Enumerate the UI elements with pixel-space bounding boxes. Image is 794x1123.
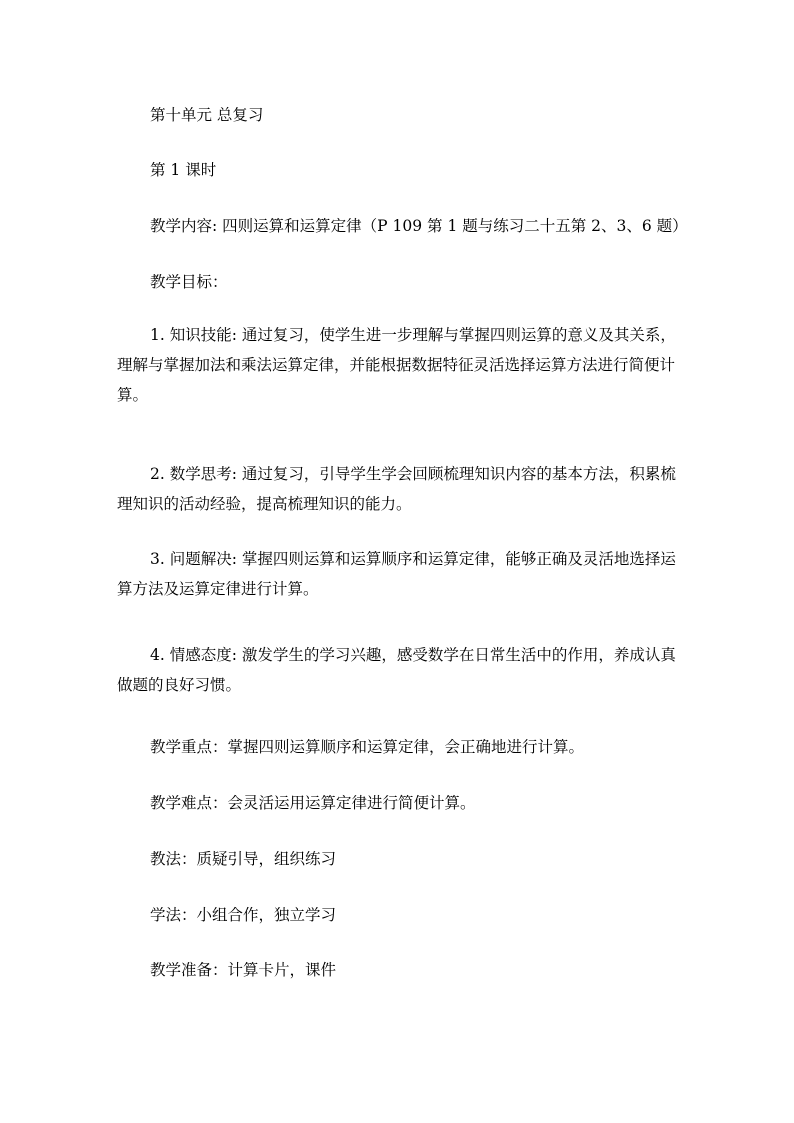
objective-item: 3. 问题解决: 掌握四则运算和运算顺序和运算定律，能够正确及灵活地选择运算方法及运算定律进行计算。	[117, 550, 676, 598]
lesson-label: 第 1 课时	[150, 161, 217, 179]
objective-item: 4. 情感态度: 激发学生的学习兴趣，感受数学在日常生活中的作用，养成认真做题的良好习惯。	[117, 646, 676, 694]
learning-method: 学法：小组合作，独立学习	[150, 906, 337, 924]
teaching-preparation: 教学准备：计算卡片，课件	[150, 961, 337, 979]
teaching-method: 教法：质疑引导，组织练习	[150, 850, 337, 868]
difficulty-point: 教学难点：会灵活运用运算定律进行简便计算。	[150, 794, 476, 812]
unit-title: 第十单元 总复习	[150, 106, 264, 124]
objectives-heading: 教学目标：	[150, 273, 228, 291]
teaching-content: 教学内容: 四则运算和运算定律（P 109 第 1 题与练习二十五第 2、3、6 题）	[150, 217, 688, 235]
objective-item: 2. 数学思考: 通过复习，引导学生学会回顾梳理知识内容的基本方法，积累梳理知识的活动经验，提高梳理知识的能力。	[117, 465, 676, 513]
objective-item: 1. 知识技能: 通过复习，使学生进一步理解与掌握四则运算的意义及其关系，理解与掌握加法和乘法运算定律，并能根据数据特征灵活选择运算方法进行简便计算。	[117, 326, 676, 404]
key-point: 教学重点：掌握四则运算顺序和运算定律，会正确地进行计算。	[150, 738, 585, 756]
